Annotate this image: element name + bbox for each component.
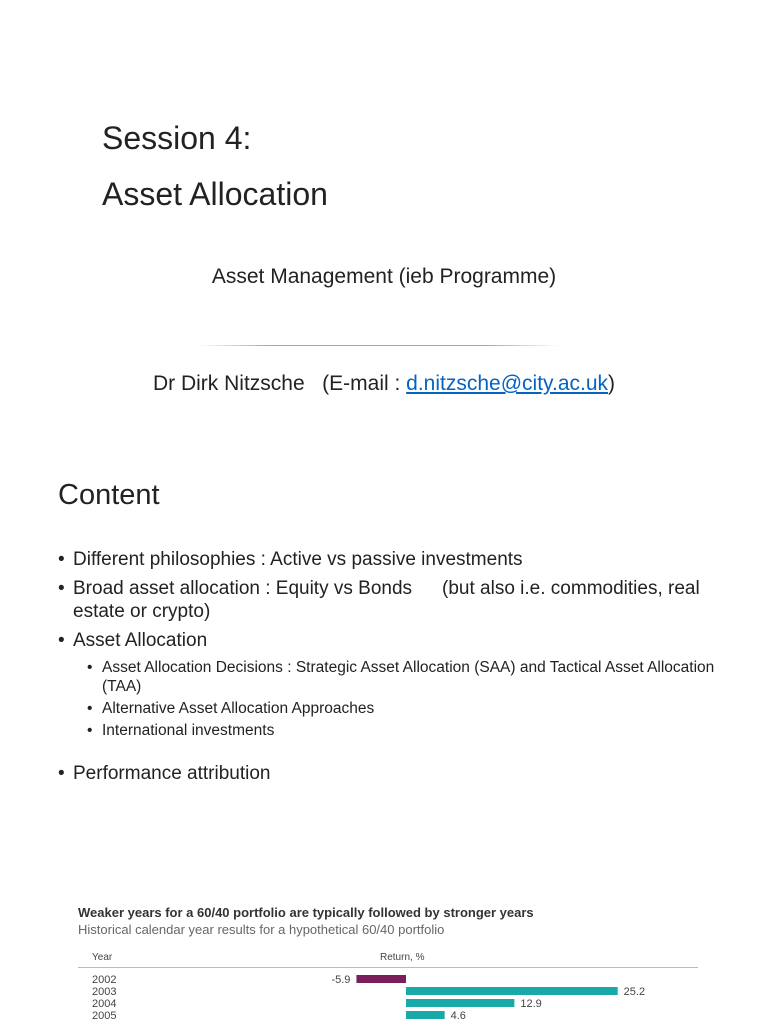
list-item [58,629,738,740]
divider-line [198,345,560,346]
data-label: 25.2 [623,986,646,998]
content-title: Content [58,479,160,511]
content-list [58,548,738,791]
bar [406,1011,445,1019]
return-column-header: Return, % [380,952,425,963]
year-label: 2002 [92,974,117,986]
chart-subtitle: Historical calendar year results for a hypothetical 60/40 portfolio [78,922,445,937]
bar [406,999,514,1007]
list-item [58,577,738,623]
list-item-text: Performance attribution [73,763,271,784]
sub-list-item: • Asset Allocation Decisions : Strategic Asset Allocation (SAA) and Tactical Asset Allocation (TAA) [73,658,738,696]
sub-list-item: • International investments [73,721,738,740]
title-line-2: Asset Allocation [102,176,328,212]
data-label: 4.6 [450,1010,466,1022]
year-label: 2003 [92,986,117,998]
chart-title: Weaker years for a 60/40 portfolio are typically followed by stronger years [78,905,534,920]
year-column-header: Year [92,952,113,963]
data-label: -5.9 [331,974,351,986]
author-prefix: Dr Dirk Nitzsche (E-mail : [152,372,407,395]
returns-chart [78,905,698,1024]
bar-area [78,969,698,1024]
title-slide [0,0,768,450]
bar [406,987,618,995]
author-line [0,372,768,396]
header-rule [78,967,698,968]
sub-list [73,658,738,740]
year-label: 2005 [92,1010,117,1022]
list-item [58,762,738,785]
year-label: 2004 [92,998,117,1010]
slide-subtitle: Asset Management (ieb Programme) [211,265,557,288]
sub-list-item: • Alternative Asset Allocation Approaches [73,699,738,718]
title-line-1: Session 4: [102,120,252,156]
author-suffix: ) [608,372,616,395]
list-item [58,548,738,571]
data-label: 12.9 [520,998,542,1010]
email-link[interactable]: d.nitzsche@city.ac.uk [406,372,609,395]
list-item-text: Broad asset allocation : Equity vs Bonds [73,578,413,599]
bar [356,975,406,983]
list-item-text: Asset Allocation [73,630,208,651]
list-item-text: Different philosophies : Active vs passive investments [73,549,523,570]
list-item-extra: (but also i.e. commodities, real estate or crypto) [73,578,700,622]
